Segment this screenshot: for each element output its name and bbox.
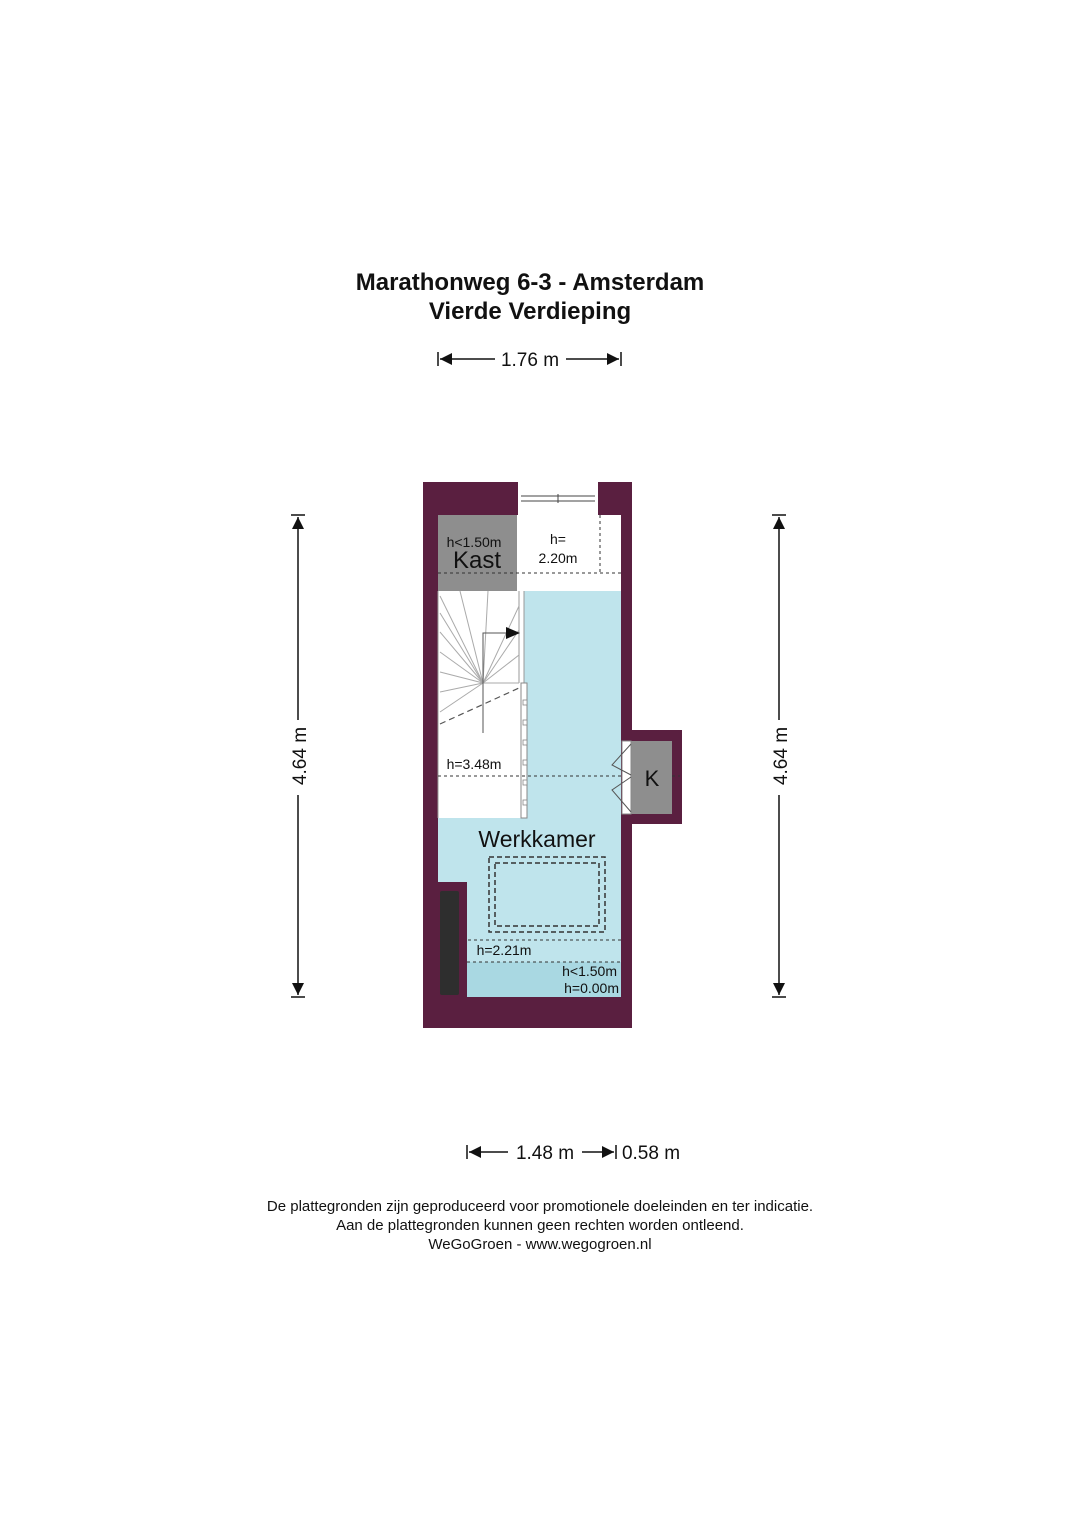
- bottom-dimension: [467, 1143, 680, 1164]
- landing-height-value: 2.20m: [538, 550, 578, 566]
- kast-height-label: h<1.50m: [446, 534, 502, 550]
- werkkamer-label: Werkkamer: [478, 826, 596, 852]
- disclaimer-line-3: WeGoGroen - www.wegogroen.nl: [428, 1236, 652, 1253]
- radiator: [440, 891, 459, 995]
- right-dimension-label: 4.64 m: [771, 726, 792, 786]
- landing-height-label: h=: [550, 531, 566, 547]
- kast-label: Kast: [452, 547, 502, 574]
- top-dimension: [438, 350, 621, 371]
- disclaimer-line-2: Aan de plattegronden kunnen geen rechten worden ontleend.: [336, 1217, 744, 1234]
- k-label: K: [644, 766, 660, 791]
- low-height-label-1: h<1.50m: [562, 963, 617, 979]
- low-height-label-2: h=0.00m: [564, 980, 619, 996]
- staircase: [438, 591, 527, 818]
- left-dimension: [290, 515, 311, 997]
- plan-subtitle: Vierde Verdieping: [428, 298, 632, 325]
- bottom-dimension-a: 1.48 m: [515, 1143, 575, 1164]
- window: [518, 482, 598, 515]
- right-dimension: [771, 515, 792, 997]
- bottom-dimension-b: 0.58 m: [621, 1143, 681, 1164]
- left-dimension-label: 4.64 m: [290, 726, 311, 786]
- top-dimension-label: 1.76 m: [500, 350, 560, 371]
- disclaimer-line-1: De plattegronden zijn geproduceerd voor promotionele doeleinden en ter indicatie.: [266, 1198, 814, 1215]
- werkkamer-height-label: h=2.21m: [476, 942, 532, 958]
- plan-title: Marathonweg 6-3 - Amsterdam: [355, 269, 705, 296]
- stair-height-label: h=3.48m: [446, 756, 502, 772]
